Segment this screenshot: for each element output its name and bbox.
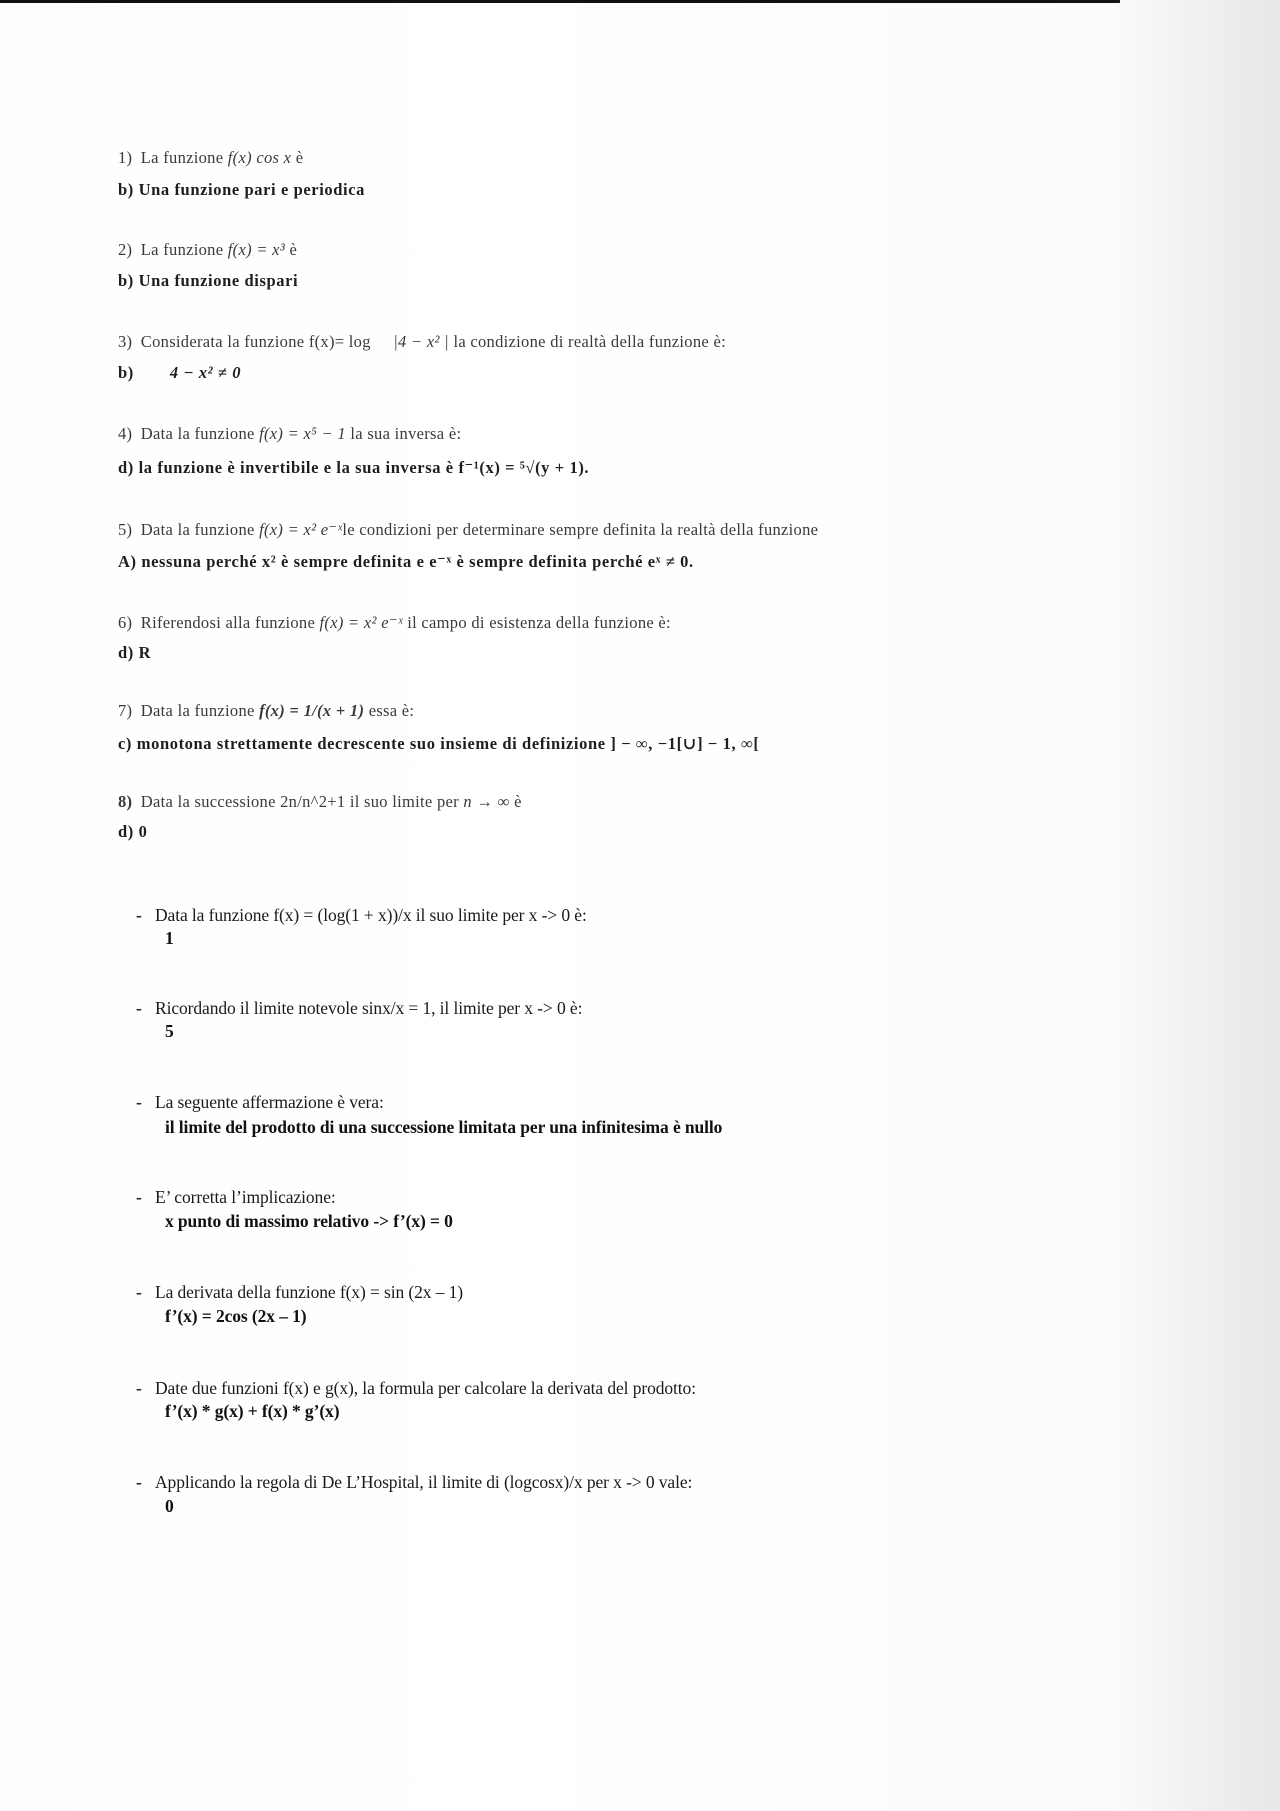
bullet-question-4: - E’ corretta l’implicazione: xyxy=(136,1187,336,1207)
bullet-dash: - xyxy=(136,1092,142,1112)
question-1: 1) La funzione f(x) cos x è xyxy=(118,148,304,167)
bullet-answer-7: 0 xyxy=(165,1496,174,1516)
bullet-question-2: - Ricordando il limite notevole sinx/x = 1, il limite per x -> 0 è: xyxy=(136,998,583,1018)
bullet-answer-5: f’(x) = 2cos (2x – 1) xyxy=(165,1306,307,1326)
bullet-question-6: - Date due funzioni f(x) e g(x), la formula per calcolare la derivata del prodotto: xyxy=(136,1378,696,1398)
answer-7: c) monotona strettamente decrescente suo insieme di definizione ] − ∞, −1[∪] − 1, ∞[ xyxy=(118,734,760,753)
answer-2: b) Una funzione dispari xyxy=(118,271,299,290)
bullet-answer-4: x punto di massimo relativo -> f’(x) = 0 xyxy=(165,1211,453,1231)
bullet-question-7: - Applicando la regola di De L’Hospital, il limite di (logcosx)/x per x -> 0 vale: xyxy=(136,1472,693,1492)
bullet-answer-6: f’(x) * g(x) + f(x) * g’(x) xyxy=(165,1401,340,1421)
question-8: 8) Data la successione 2n/n^2+1 il suo limite per n → ∞ è xyxy=(118,792,522,811)
bullet-dash: - xyxy=(136,998,142,1018)
answer-3: b) 4 − x² ≠ 0 xyxy=(118,363,242,382)
question-7: 7) Data la funzione f(x) = 1/(x + 1) essa è: xyxy=(118,701,415,720)
answer-1: b) Una funzione pari e periodica xyxy=(118,180,365,199)
bullet-dash: - xyxy=(136,1378,142,1398)
answer-6: d) R xyxy=(118,643,152,662)
top-edge-line xyxy=(0,0,1120,3)
answer-8: d) 0 xyxy=(118,822,148,841)
bullet-answer-3: il limite del prodotto di una successione limitata per una infinitesima è nullo xyxy=(165,1117,723,1137)
page-edge-shadow xyxy=(1110,0,1280,1811)
bullet-question-1: - Data la funzione f(x) = (log(1 + x))/x il suo limite per x -> 0 è: xyxy=(136,905,587,925)
bullet-dash: - xyxy=(136,905,142,925)
bullet-question-3: - La seguente affermazione è vera: xyxy=(136,1092,384,1112)
bullet-dash: - xyxy=(136,1187,142,1207)
bullet-dash: - xyxy=(136,1472,142,1492)
question-3: 3) Considerata la funzione f(x)= log |4 − x² | la condizione di realtà della funzione è: xyxy=(118,332,726,351)
question-4: 4) Data la funzione f(x) = x⁵ − 1 la sua inversa è: xyxy=(118,424,462,443)
question-5: 5) Data la funzione f(x) = x² e⁻ˣle condizioni per determinare sempre definita la realtà della funzione xyxy=(118,520,819,539)
answer-5: A) nessuna perché x² è sempre definita e e⁻ˣ è sempre definita perché eˣ ≠ 0. xyxy=(118,552,694,571)
bullet-answer-1: 1 xyxy=(165,928,174,948)
answer-4: d) la funzione è invertibile e la sua inversa è f⁻¹(x) = ⁵√(y + 1). xyxy=(118,458,590,477)
question-2: 2) La funzione f(x) = x³ è xyxy=(118,240,298,259)
bullet-dash: - xyxy=(136,1282,142,1302)
bullet-question-5: - La derivata della funzione f(x) = sin (2x – 1) xyxy=(136,1282,463,1302)
question-6: 6) Riferendosi alla funzione f(x) = x² e⁻ˣ il campo di esistenza della funzione è: xyxy=(118,613,671,632)
bullet-answer-2: 5 xyxy=(165,1021,174,1041)
